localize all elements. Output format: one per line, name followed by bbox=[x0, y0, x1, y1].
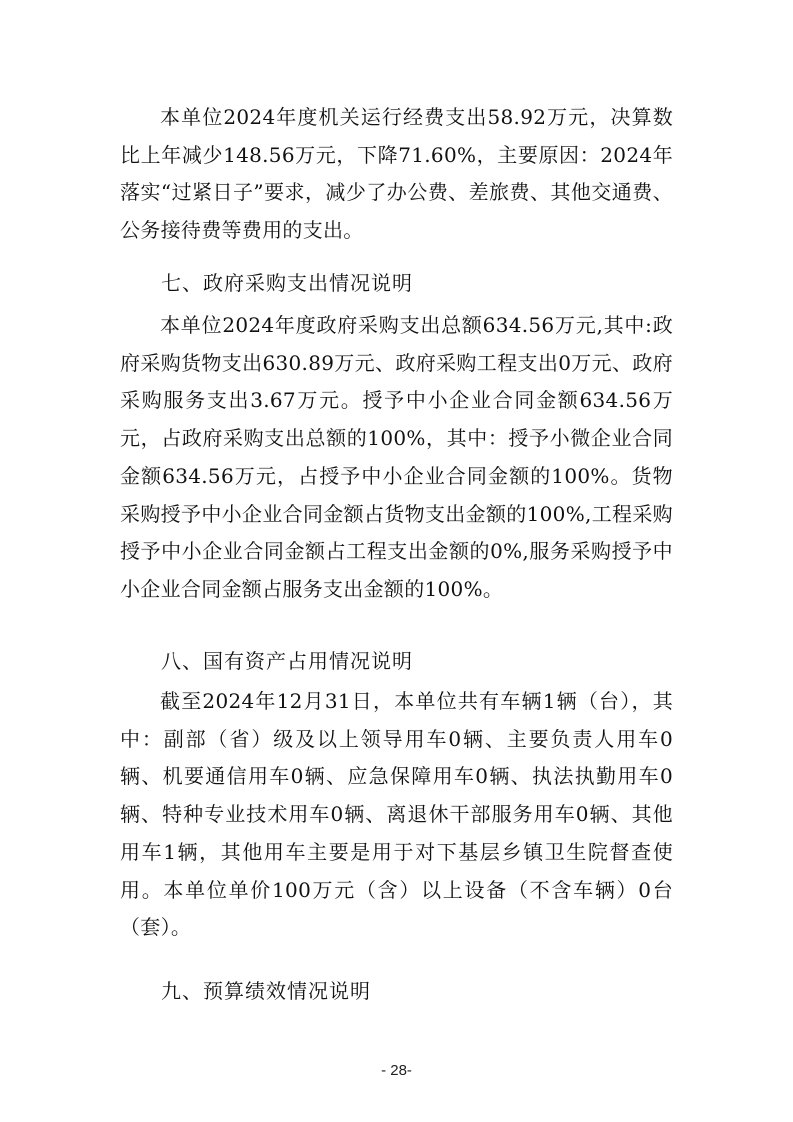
procurement-heading: 七、政府采购支出情况说明 bbox=[161, 271, 413, 295]
assets-heading: 八、国有资产占用情况说明 bbox=[161, 649, 413, 673]
assets-paragraph: 截至2024年12月31日，本单位共有车辆1辆（台），其中：副部（省）级及以上领导用车0辆、主要负责人用车0辆、机要通信用车0辆、应急保障用车0辆、执法执勤用车0辆、特种专业技术用车0辆、离退休干部服务用车0辆、其他用车1辆，其他用车主要是用于对下基层乡镇卫生院督查使用。本单位单价100万元（含）以上设备（不含车辆）0台（套）。 bbox=[120, 689, 673, 940]
admin-expense-paragraph: 本单位2024年度机关运行经费支出58.92万元，决算数比上年减少148.56万元，下降71.60%，主要原因：2024年落实“过紧日子”要求，减少了办公费、差旅费、其他交通费、公务接待费等费用的支出。 bbox=[120, 105, 673, 243]
assets-section bbox=[120, 683, 673, 947]
procurement-paragraph: 本单位2024年度政府采购支出总额634.56万元,其中:政府采购货物支出630.89万元、政府采购工程支出0万元、政府采购服务支出3.67万元。授予中小企业合同金额634.56万元，占政府采购支出总额的100%，其中：授予小微企业合同金额634.56万元，占授予中小企业合同金额的100%。货物采购授予中小企业合同金额占货物支出金额的100%,工程采购授予中小企业合同金额占工程支出金额的0%,服务采购授予中小企业合同金额占服务支出金额的100%。 bbox=[120, 313, 673, 601]
procurement-section bbox=[120, 307, 673, 609]
page-number: - 28- bbox=[381, 1062, 412, 1079]
performance-heading: 九、预算绩效情况说明 bbox=[161, 979, 371, 1003]
admin-expense-section bbox=[120, 99, 673, 250]
